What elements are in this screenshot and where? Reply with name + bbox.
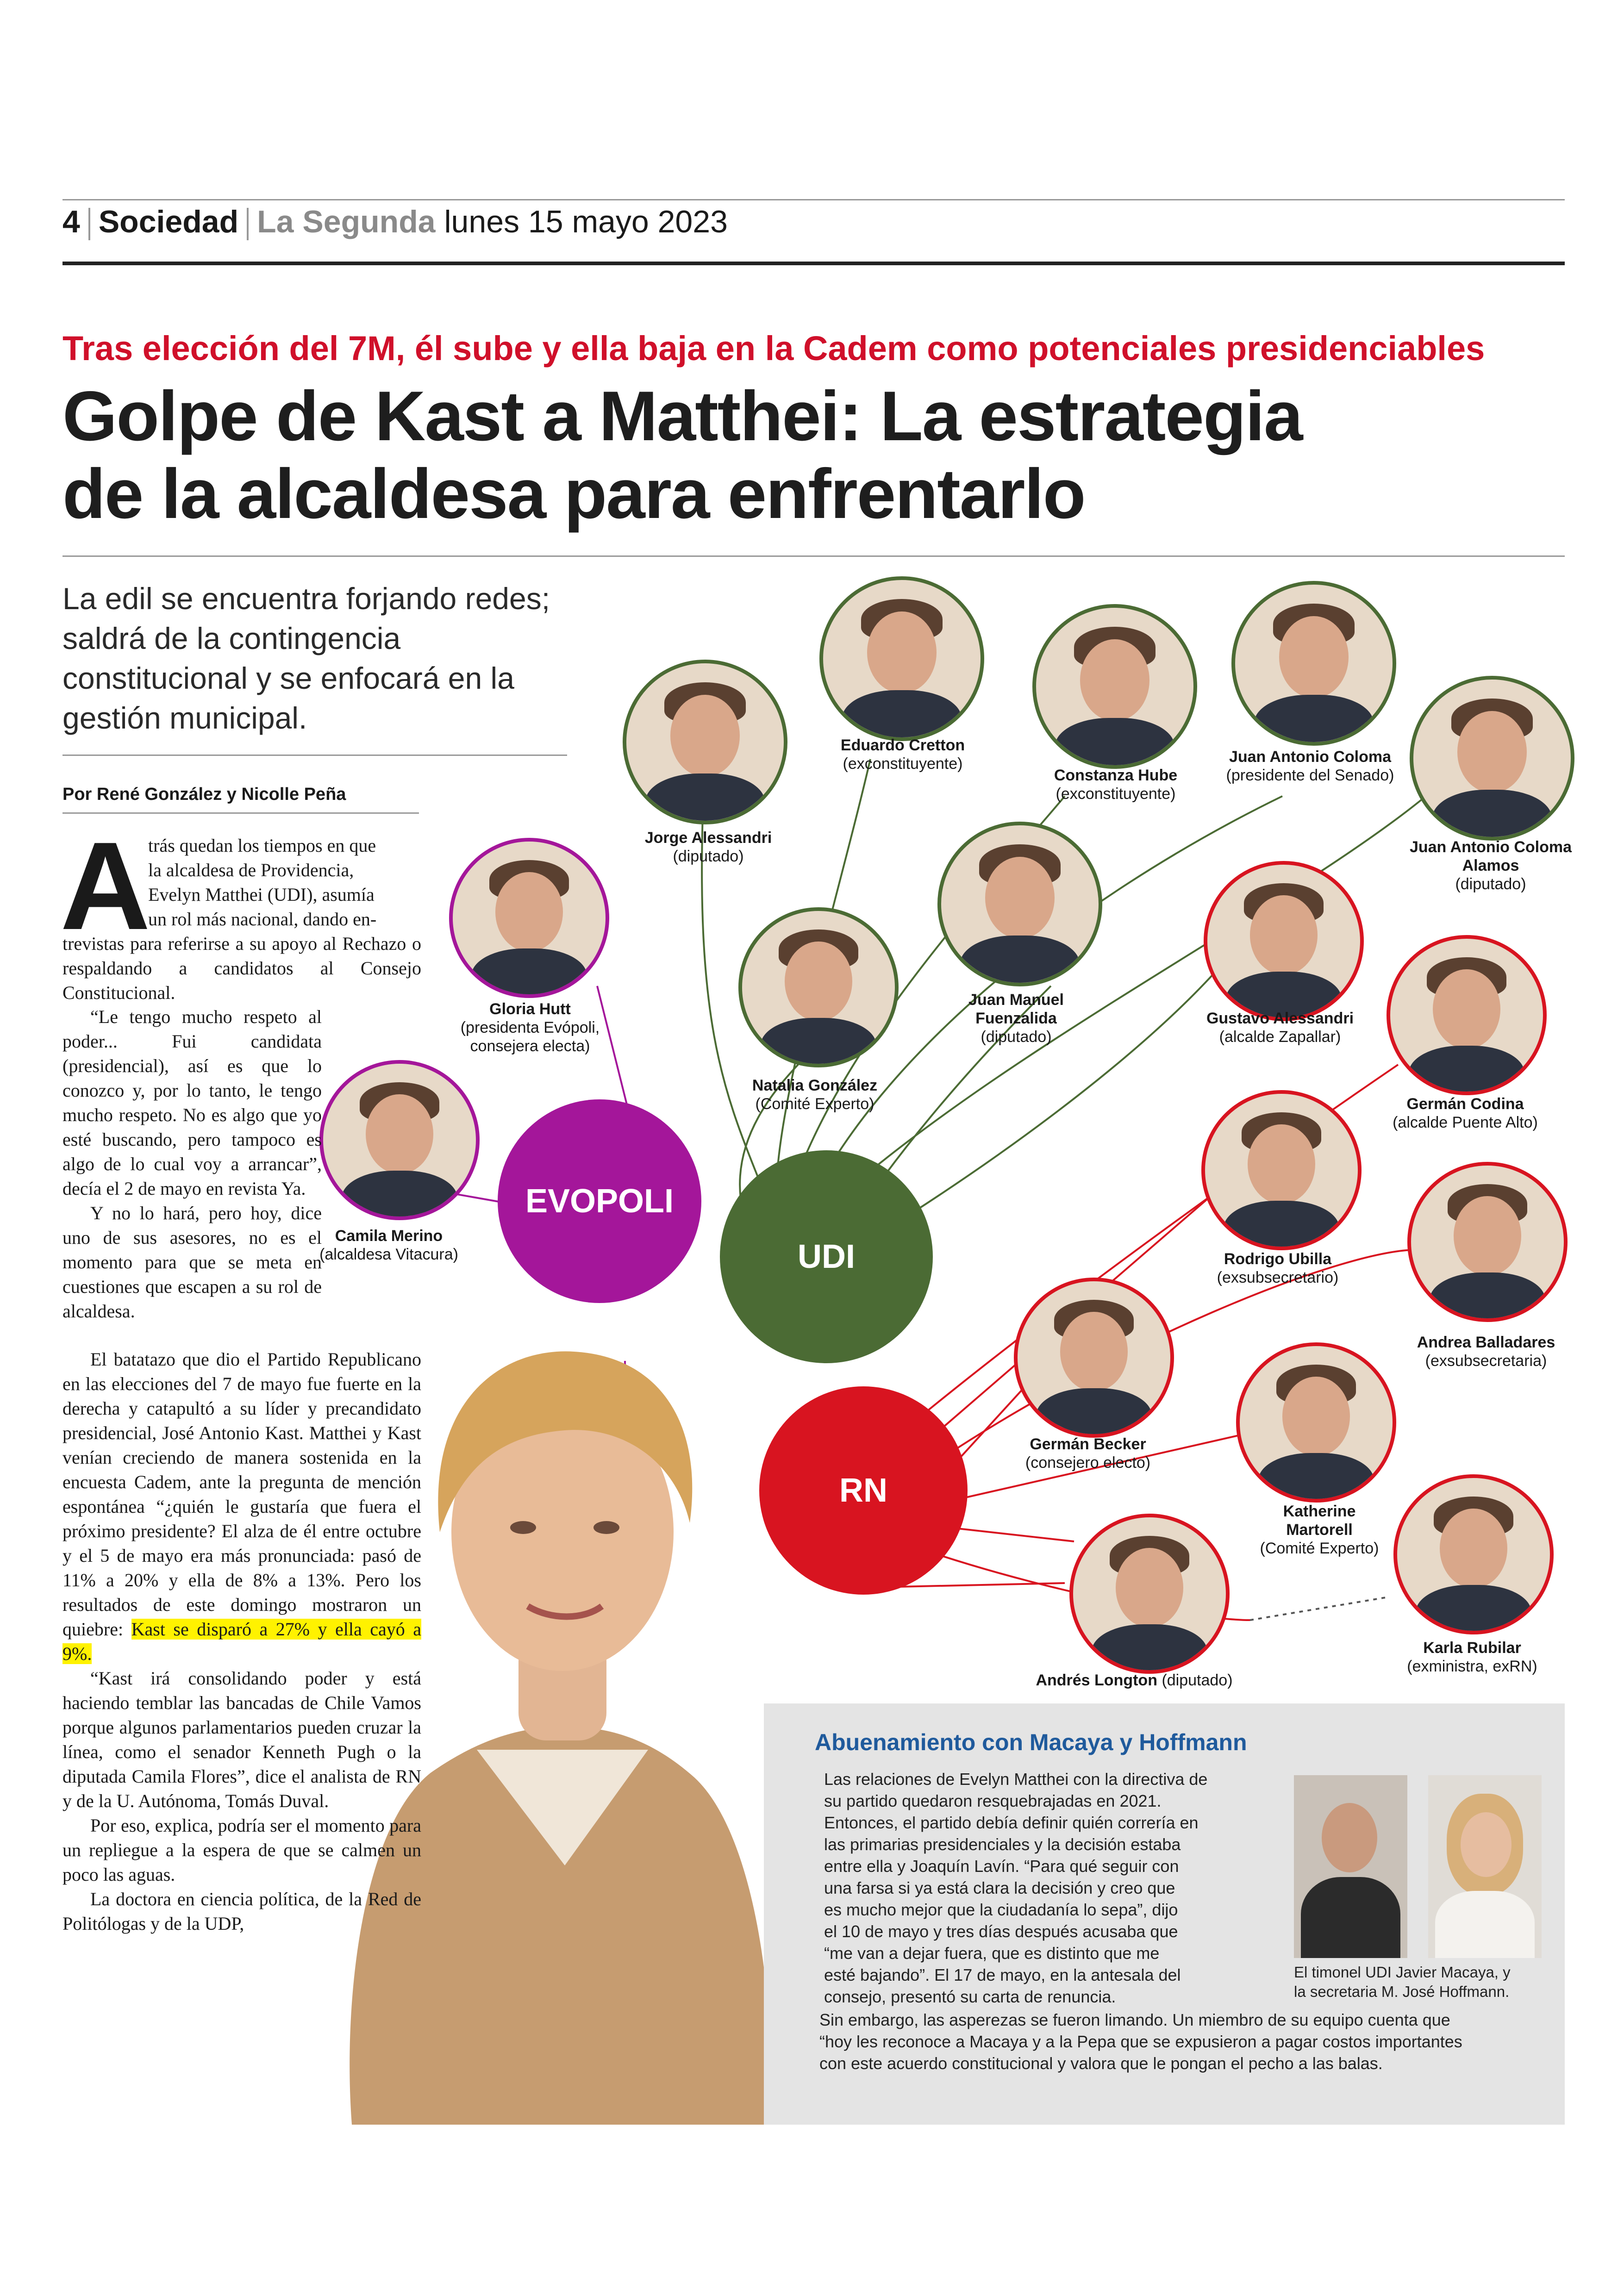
headline-line-1: Golpe de Kast a Matthei: La estrategia	[62, 377, 1302, 455]
person-photo	[819, 576, 984, 741]
person-photo	[937, 822, 1102, 986]
sidebar-title: Abuenamiento con Macaya y Hoffmann	[815, 1729, 1247, 1755]
article-text-top: trevistas para referirse a su apoyo al Rechazo o respaldando a candidatos al Consejo Constitucional.	[62, 933, 421, 1003]
article-text-middle: “Le tengo mucho respeto al poder... Fui candidata (presidencial), así es que lo conozco y, por lo tanto, le tengo mucho respeto. No es algo que yo esté buscando, pero tampoco es algo de lo cual voy a arrancar”, decía el 2 de mayo en revista Ya. Y no lo hará, pero hoy, dice uno de sus asesores, no es el momento para que se meta en cuestiones que escapen a su rol de alcaldesa.	[62, 1006, 322, 1322]
page-number: 4	[62, 204, 80, 239]
photo-caption: El timonel UDI Javier Macaya, y la secretaria M. José Hoffmann.	[1294, 1964, 1511, 2000]
person-photo	[1032, 604, 1197, 769]
person-label: Gloria Hutt (presidenta Evópoli, consejera electa)	[460, 1000, 600, 1055]
person-photo	[1393, 1474, 1554, 1634]
byline: Por René González y Nicolle Peña	[62, 785, 346, 804]
person-label: Juan Antonio Coloma (presidente del Senado)	[1226, 748, 1394, 784]
person-label: Camila Merino (alcaldesa Vitacura)	[319, 1227, 458, 1263]
person-label: Juan Antonio Coloma Alamos (diputado)	[1409, 838, 1572, 893]
sidebar-text-wide: Sin embargo, las asperezas se fueron limando. Un miembro de su equipo cuenta que “hoy les reconoce a Macaya y a la Pepa que se expusieron a pagar costos importantes con este acuerdo constitucional y valora que le pongan el pecho a las balas.	[819, 2010, 1462, 2073]
article-text-bottom: El batatazo que dio el Partido Republicano en las elecciones del 7 de mayo fue fuerte en la derecha y catapultó a su líder y precandidato presidencial, José Antonio Kast. Matthei y Kast venían creciendo de manera sostenida en la encuesta Cadem, ante la pregunta de mención espontánea “¿quién le gustaría que fuera el próximo presidente? El alza de él entre octubre y el 5 de mayo era más pronunciada: pasó de 11% a 20% y ella de 8% a 13%. Pero los resultados de este domingo mostraron un quiebre: Kast se disparó a 27% y ella cayó a 9%. “Kast irá consolidando poder y está haciendo temblar las bancadas de Chile Vamos porque algunos parlamentarios pueden cruzar la línea, como el senador Kenneth Pugh o la diputada Camila Flores”, dice el analista de RN y de la U. Autónoma, Tomás Duval. Por eso, explica, podría ser el momento para un repliegue a la espera de que se calmen un poco las aguas. La doctora en ciencia política, de la Red de Politólogas y de la UDP,	[62, 1349, 421, 1934]
person-label: Andrés Longton (diputado)	[1036, 1671, 1233, 1689]
person-label: Germán Codina (alcalde Puente Alto)	[1393, 1095, 1538, 1131]
highlighted-text: Kast se disparó a 27% y ella cayó a 9%.	[62, 1619, 421, 1664]
deck: La edil se encuentra forjando redes; saldrá de la contingencia constitucional y se enfocará en la gestión municipal.	[62, 581, 550, 735]
person-photo	[1387, 935, 1547, 1095]
person-photo	[1201, 1090, 1362, 1250]
lead-lines: trás quedan los tiempos en que la alcaldesa de Providencia, Evelyn Matthei (UDI), asumía un rol más nacional, dando en-	[148, 835, 377, 929]
person-label: Constanza Hube (exconstituyente)	[1054, 767, 1178, 803]
person-label: Karla Rubilar (exministra, exRN)	[1407, 1639, 1537, 1675]
person-label: Rodrigo Ubilla (exsubsecretario)	[1217, 1250, 1339, 1286]
sidebar-text: Las relaciones de Evelyn Matthei con la directiva de su partido quedaron resquebrajadas en 2021. Entonces, el partido debía definir quién correría en las primarias presidenciales y la decisión estaba entre ella y Joaquín Lavín. “Para qué seguir con una farsa si ya está clara la decisión y creo que es mucho mejor que la ciudadanía lo sepa”, dijo el 10 de mayo y tres días después acusaba que “me van a dejar fuera, que es distinto que me esté bajando”. El 17 de mayo, en la antesala del consejo, presentó su carta de renuncia.	[824, 1770, 1208, 2006]
person-photo	[1236, 1342, 1396, 1503]
person-label: Natalia González (Comité Experto)	[752, 1077, 878, 1113]
person-label: Eduardo Cretton (exconstituyente)	[840, 736, 965, 773]
person-photo	[738, 907, 899, 1067]
party-rn-label: RN	[839, 1472, 887, 1509]
person-label: Germán Becker (consejero electo)	[1025, 1435, 1151, 1472]
person-photo	[1014, 1278, 1174, 1438]
dropcap: A	[60, 817, 150, 956]
hoffmann-photo	[1428, 1775, 1542, 1958]
issue-date: lunes 15 mayo 2023	[444, 204, 728, 239]
person-photo	[1231, 581, 1396, 746]
macaya-photo	[1294, 1775, 1407, 1958]
party-evopoli-circle	[498, 1099, 701, 1303]
person-photo	[449, 838, 609, 998]
person-label: Andrea Balladares (exsubsecretaria)	[1417, 1334, 1555, 1370]
person-photo	[623, 660, 787, 824]
party-evopoli-label: EVOPOLI	[525, 1183, 674, 1220]
person-label: Gustavo Alessandri (alcalde Zapallar)	[1206, 1010, 1354, 1046]
person-photo	[1407, 1162, 1568, 1322]
headline-line-2: de la alcaldesa para enfrentarlo	[62, 455, 1085, 533]
person-photo	[319, 1060, 480, 1220]
publication-name: La Segunda	[257, 204, 436, 239]
person-label: Juan Manuel Fuenzalida (diputado)	[968, 991, 1064, 1046]
person-label: Katherine Martorell (Comité Experto)	[1260, 1503, 1379, 1557]
person-photo	[1204, 861, 1364, 1021]
kicker: Tras elección del 7M, él sube y ella baja en la Cadem como potenciales presidenciables	[62, 329, 1485, 368]
person-photo	[1410, 676, 1574, 841]
section-name: Sociedad	[98, 204, 239, 239]
person-photo	[1069, 1514, 1230, 1674]
person-label: Jorge Alessandri (diputado)	[644, 829, 772, 865]
party-udi-label: UDI	[798, 1238, 855, 1275]
